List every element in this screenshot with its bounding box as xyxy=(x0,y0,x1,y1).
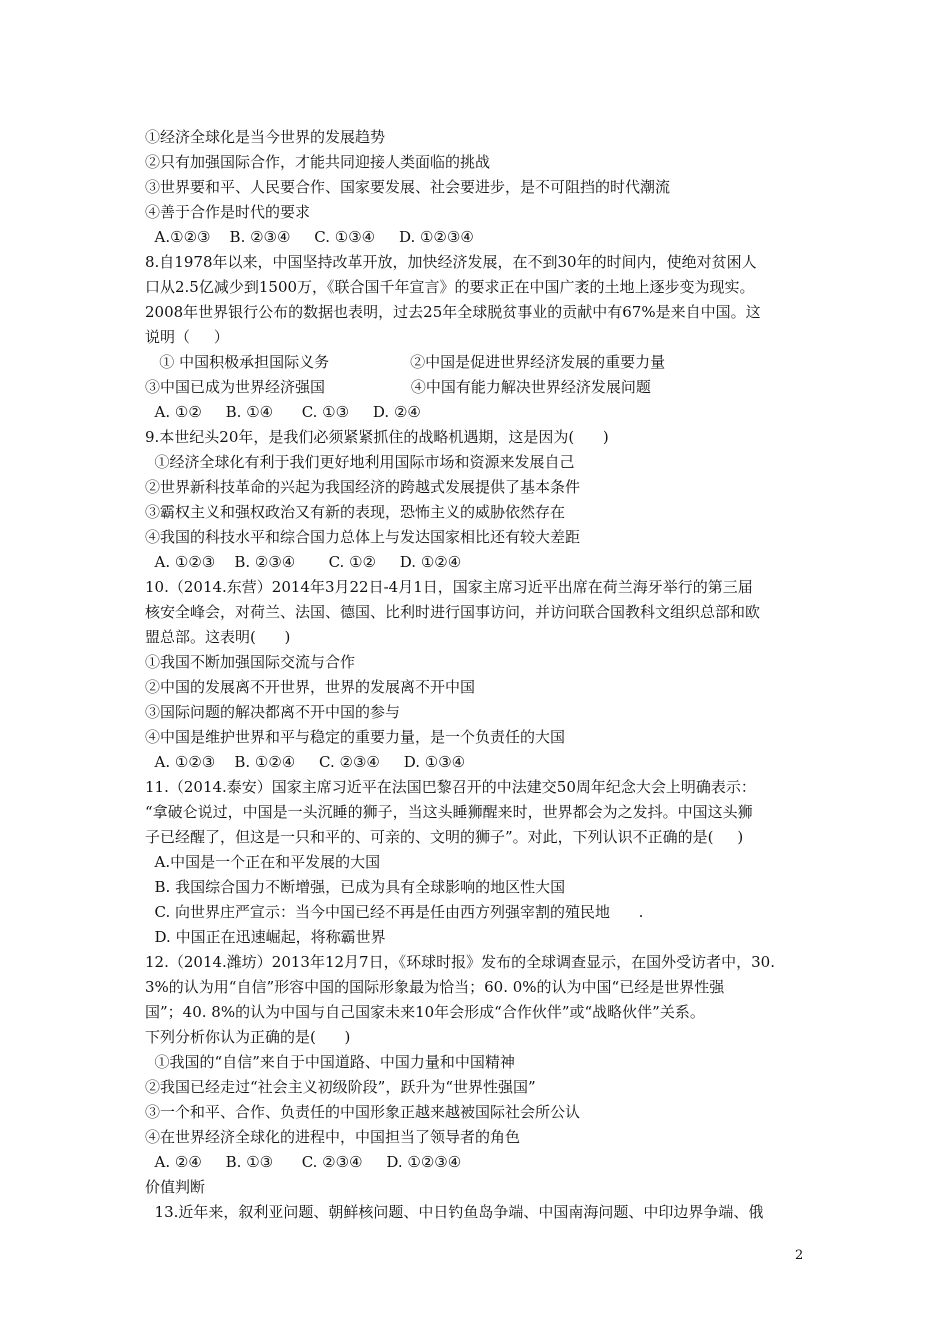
text-line: ④中国是维护世界和平与稳定的重要力量，是一个负责任的大国 xyxy=(145,728,566,746)
text-line: 3%的认为用“自信”形容中国的国际形象最为恰当；60. 0%的认为中国“已经是世界性强 xyxy=(145,978,725,996)
answer-options: A. ②④ B. ①③ C. ②③④ D. ①②③④ xyxy=(145,1153,462,1171)
text-line: 子已经醒了，但这是一只和平的、可亲的、文明的狮子”。对此，下列认识不正确的是( ) xyxy=(145,828,744,846)
question-text: 11.（2014.泰安）国家主席习近平在法国巴黎召开的中法建交50周年纪念大会上明确表示： xyxy=(145,778,756,796)
question-text: 12.（2014.潍坊）2013年12月7日，《环球时报》发布的全球调查显示，在国外受访者中，30. xyxy=(145,953,775,971)
text-line: ④善于合作是时代的要求 xyxy=(145,203,311,221)
text-line: ③世界要和平、人民要合作、国家要发展、社会要进步，是不可阻挡的时代潮流 xyxy=(145,178,671,196)
text-line: 说明（ ） xyxy=(145,328,229,346)
question-text: 8.自1978年以来，中国坚持改革开放，加快经济发展，在不到30年的时间内，使绝对贫困人 xyxy=(145,253,757,271)
text-line: 盟总部。这表明( ) xyxy=(145,628,291,646)
text-line: ②只有加强国际合作，才能共同迎接人类面临的挑战 xyxy=(145,153,491,171)
text-line: ②世界新科技革命的兴起为我国经济的跨越式发展提供了基本条件 xyxy=(145,478,581,496)
text-line: ③国际问题的解决都离不开中国的参与 xyxy=(145,703,401,721)
question-text: 9.本世纪头20年，是我们必须紧紧抓住的战略机遇期，这是因为( ) xyxy=(145,428,609,446)
text-line: ①我国不断加强国际交流与合作 xyxy=(145,653,356,671)
text-line: ①经济全球化有利于我们更好地利用国际市场和资源来发展自己 xyxy=(145,453,575,471)
text-line: ① 中国积极承担国际义务 ②中国是促进世界经济发展的重要力量 xyxy=(145,353,666,371)
text-line: A.中国是一个正在和平发展的大国 xyxy=(145,853,381,871)
text-line: ①经济全球化是当今世界的发展趋势 xyxy=(145,128,386,146)
text-line: ④在世界经济全球化的进程中，中国担当了领导者的角色 xyxy=(145,1128,521,1146)
text-line: “拿破仑说过，中国是一头沉睡的狮子，当这头睡狮醒来时，世界都会为之发抖。中国这头狮 xyxy=(145,803,753,821)
text-line: ③一个和平、合作、负责任的中国形象正越来越被国际社会所公认 xyxy=(145,1103,581,1121)
text-line: ④我国的科技水平和综合国力总体上与发达国家相比还有较大差距 xyxy=(145,528,581,546)
text-line: 国”；40. 8%的认为中国与自己国家未来10年会形成“合作伙伴”或“战略伙伴”关系。 xyxy=(145,1003,705,1021)
answer-options: A. ①②③ B. ①②④ C. ②③④ D. ①③④ xyxy=(145,753,466,771)
section-heading: 价值判断 xyxy=(145,1178,206,1196)
answer-options: A. ①② B. ①④ C. ①③ D. ②④ xyxy=(145,403,421,421)
text-line: D. 中国正在迅速崛起，将称霸世界 xyxy=(145,928,386,946)
text-line: ①我国的“自信”来自于中国道路、中国力量和中国精神 xyxy=(145,1053,515,1071)
text-line: 核安全峰会，对荷兰、法国、德国、比利时进行国事访问，并访问联合国教科文组织总部和欧 xyxy=(145,603,761,621)
question-text: 10.（2014.东营）2014年3月22日-4月1日，国家主席习近平出席在荷兰海牙举行的第三届 xyxy=(145,578,753,596)
text-line: 口从2.5亿减少到1500万，《联合国千年宣言》的要求正在中国广袤的土地上逐步变为现实。 xyxy=(145,278,755,296)
answer-options: A. ①②③ B. ②③④ C. ①② D. ①②④ xyxy=(145,553,462,571)
text-line: 2008年世界银行公布的数据也表明，过去25年全球脱贫事业的贡献中有67%是来自中国。这 xyxy=(145,303,761,321)
page-number: 2 xyxy=(795,1248,804,1263)
question-text: 13.近年来，叙利亚问题、朝鲜核问题、中日钓鱼岛争端、中国南海问题、中印边界争端、俄 xyxy=(145,1203,764,1221)
text-line: ③中国已成为世界经济强国 ④中国有能力解决世界经济发展问题 xyxy=(145,378,651,396)
text-line: ③霸权主义和强权政治又有新的表现，恐怖主义的威胁依然存在 xyxy=(145,503,566,521)
text-line: ②中国的发展离不开世界，世界的发展离不开中国 xyxy=(145,678,476,696)
text-line: B. 我国综合国力不断增强，已成为具有全球影响的地区性大国 xyxy=(145,878,566,896)
answer-options: A.①②③ B. ②③④ C. ①③④ D. ①②③④ xyxy=(145,228,474,246)
text-line: 下列分析你认为正确的是( ) xyxy=(145,1028,351,1046)
text-line: ②我国已经走过“社会主义初级阶段”，跃升为“世界性强国” xyxy=(145,1078,536,1096)
text-line: C. 向世界庄严宣示：当今中国已经不再是任由西方列强宰割的殖民地 . xyxy=(145,903,644,921)
